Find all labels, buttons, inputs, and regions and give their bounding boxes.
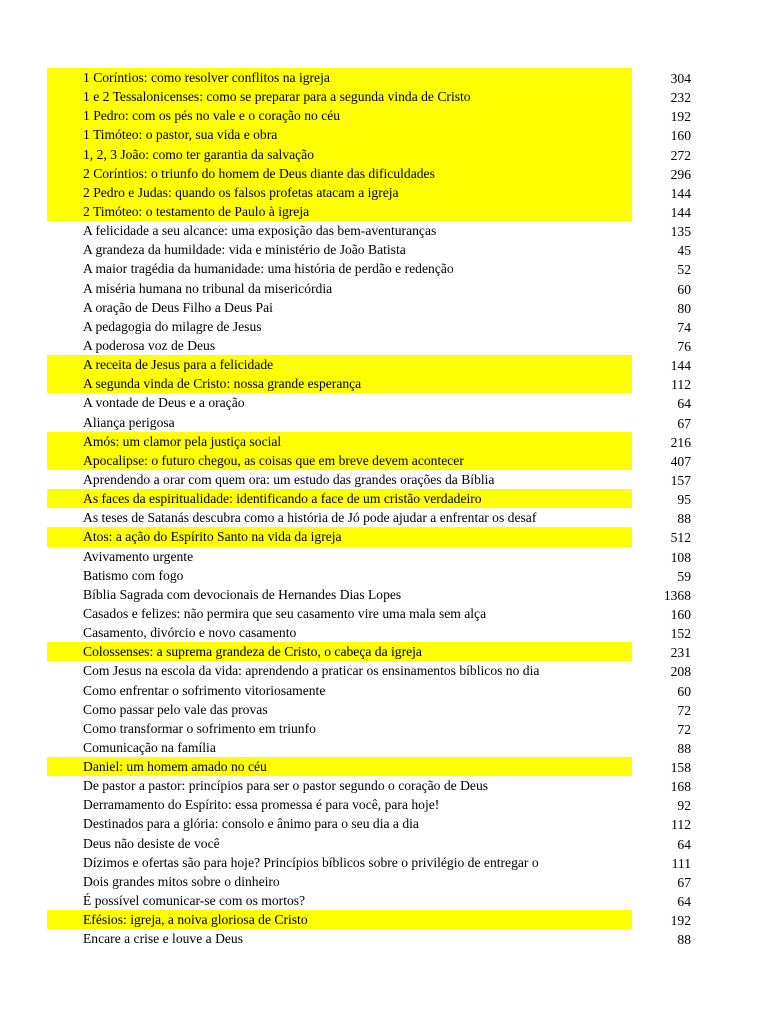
book-title-cell: As faces da espiritualidade: identificando a face de um cristão verdadeiro (83, 491, 482, 507)
book-row (0, 489, 768, 508)
book-row (0, 125, 768, 144)
page-count-cell: 59 (677, 568, 691, 584)
book-row (0, 68, 768, 87)
page-count-cell: 80 (677, 300, 691, 316)
book-title-cell: Aprendendo a orar com quem ora: um estudo das grandes orações da Bíblia (83, 471, 495, 487)
page-count-cell: 88 (677, 932, 691, 948)
page-count-cell: 168 (670, 779, 691, 795)
page-count-cell: 216 (670, 434, 691, 450)
page-count-cell: 157 (670, 472, 691, 488)
book-title-cell: 2 Coríntios: o triunfo do homem de Deus diante das dificuldades (83, 165, 435, 181)
book-title-cell: Deus não desiste de você (83, 835, 220, 851)
page-count-cell: 95 (677, 492, 691, 508)
book-row (0, 776, 768, 795)
book-title-cell: Batismo com fogo (83, 567, 184, 583)
page-count-cell: 72 (677, 721, 691, 737)
book-row (0, 853, 768, 872)
page-count-cell: 111 (671, 855, 691, 871)
page-count-cell: 232 (670, 90, 691, 106)
page-count-cell: 76 (677, 338, 691, 354)
book-row (0, 259, 768, 278)
book-row (0, 681, 768, 700)
page-count-cell: 45 (677, 243, 691, 259)
page-count-cell: 160 (670, 606, 691, 622)
book-row (0, 298, 768, 317)
book-title-cell: A miséria humana no tribunal da misericórdia (83, 280, 333, 296)
book-title-cell: Casamento, divórcio e novo casamento (83, 625, 297, 641)
book-row (0, 757, 768, 776)
book-row (0, 355, 768, 374)
page-count-cell: 112 (671, 817, 691, 833)
book-row (0, 106, 768, 125)
book-title-cell: A segunda vinda de Cristo: nossa grande esperança (83, 376, 362, 392)
book-row (0, 87, 768, 106)
page-count-cell: 231 (670, 645, 691, 661)
book-row (0, 929, 768, 948)
page-count-cell: 304 (670, 71, 691, 86)
book-title-cell: Comunicação na família (83, 739, 216, 755)
book-row (0, 738, 768, 757)
page-count-cell: 144 (670, 204, 691, 220)
page-count-cell: 272 (670, 147, 691, 163)
page-count-cell: 135 (670, 224, 691, 240)
page-count-cell: 67 (677, 874, 691, 890)
book-row (0, 202, 768, 221)
book-title-cell: Apocalipse: o futuro chegou, as coisas que em breve devem acontecer (83, 452, 464, 468)
book-title-cell: Derramamento do Espírito: essa promessa é para você, para hoje! (83, 797, 440, 813)
book-title-cell: 1 Timóteo: o pastor, sua vida e obra (83, 127, 278, 143)
book-title-cell: 1 Pedro: com os pés no vale e o coração no céu (83, 108, 341, 124)
page-count-cell: 108 (670, 549, 691, 565)
page-count-cell: 60 (677, 281, 691, 297)
book-title-cell: Como transformar o sofrimento em triunfo (83, 720, 316, 736)
book-row (0, 317, 768, 336)
page-count-cell: 296 (670, 166, 691, 182)
book-row (0, 814, 768, 833)
book-title-cell: Aliança perigosa (83, 414, 175, 430)
book-row (0, 642, 768, 661)
page-count-cell: 88 (677, 740, 691, 756)
book-title-cell: Amós: um clamor pela justiça social (83, 433, 282, 449)
book-row (0, 470, 768, 489)
page-count-cell: 208 (670, 664, 691, 680)
book-row (0, 585, 768, 604)
book-title-cell: Encare a crise e louve a Deus (83, 931, 244, 947)
page-count-cell: 192 (670, 109, 691, 125)
book-row (0, 700, 768, 719)
book-title-cell: A receita de Jesus para a felicidade (83, 357, 274, 373)
book-row (0, 527, 768, 546)
book-title-cell: Dois grandes mitos sobre o dinheiro (83, 873, 280, 889)
book-row (0, 604, 768, 623)
page-count-cell: 407 (670, 453, 691, 469)
book-row (0, 432, 768, 451)
book-row (0, 451, 768, 470)
page-count-cell: 60 (677, 683, 691, 699)
book-row (0, 910, 768, 929)
book-row (0, 872, 768, 891)
page-count-cell: 144 (670, 185, 691, 201)
book-title-cell: A pedagogia do milagre de Jesus (83, 318, 262, 334)
book-row (0, 374, 768, 393)
book-title-cell: Colossenses: a suprema grandeza de Cristo, o cabeça da igreja (83, 644, 422, 660)
book-row (0, 508, 768, 527)
book-row (0, 834, 768, 853)
book-list-sheet (0, 68, 768, 948)
book-row (0, 661, 768, 680)
book-row (0, 413, 768, 432)
book-row (0, 566, 768, 585)
page-count-cell: 67 (677, 415, 691, 431)
book-title-cell: As teses de Satanás descubra como a história de Jó pode ajudar a enfrentar os desaf (83, 510, 537, 526)
book-row (0, 183, 768, 202)
book-row (0, 336, 768, 355)
page-count-cell: 64 (677, 396, 691, 412)
page-count-cell: 72 (677, 702, 691, 718)
page-count-cell: 192 (670, 913, 691, 929)
page-count-cell: 64 (677, 894, 691, 910)
book-title-cell: Casados e felizes: não permira que seu casamento vire uma mala sem alça (83, 605, 487, 621)
book-title-cell: Atos: a ação do Espírito Santo na vida da igreja (83, 529, 342, 545)
page-count-cell: 88 (677, 511, 691, 527)
book-title-cell: Como passar pelo vale das provas (83, 701, 268, 717)
book-title-cell: Destinados para a glória: consolo e ânimo para o seu dia a dia (83, 816, 419, 832)
book-title-cell: 1 e 2 Tessalonicenses: como se preparar para a segunda vinda de Cristo (83, 89, 471, 105)
book-title-cell: 1, 2, 3 João: como ter garantia da salvação (83, 146, 315, 162)
page-count-cell: 92 (677, 798, 691, 814)
book-row (0, 240, 768, 259)
book-title-cell: A felicidade a seu alcance: uma exposição das bem-aventuranças (83, 223, 437, 239)
book-row (0, 221, 768, 240)
page-count-cell: 158 (670, 760, 691, 776)
book-row (0, 279, 768, 298)
book-title-cell: Como enfrentar o sofrimento vitoriosamente (83, 682, 326, 698)
page-count-cell: 152 (670, 626, 691, 642)
book-title-cell: 2 Pedro e Judas: quando os falsos profetas atacam a igreja (83, 184, 399, 200)
book-title-cell: Com Jesus na escola da vida: aprendendo a praticar os ensinamentos bíblicos no dia (83, 663, 540, 679)
book-title-cell: De pastor a pastor: princípios para ser o pastor segundo o coração de Deus (83, 778, 489, 794)
page-count-cell: 64 (677, 836, 691, 852)
page-count-cell: 52 (677, 262, 691, 278)
book-title-cell: Efésios: igreja, a noiva gloriosa de Cristo (83, 912, 308, 928)
book-title-cell: A grandeza da humildade: vida e ministério de João Batista (83, 242, 406, 258)
book-row (0, 547, 768, 566)
page-count-cell: 112 (671, 377, 691, 393)
book-title-cell: A poderosa voz de Deus (83, 337, 216, 353)
page-count-cell: 144 (670, 358, 691, 374)
book-title-cell: Bíblia Sagrada com devocionais de Hernandes Dias Lopes (83, 586, 402, 602)
book-title-cell: A vontade de Deus e a oração (83, 395, 245, 411)
book-row (0, 891, 768, 910)
book-title-cell: A maior tragédia da humanidade: uma história de perdão e redenção (83, 261, 454, 277)
book-title-cell: É possível comunicar-se com os mortos? (83, 893, 306, 909)
book-row (0, 145, 768, 164)
book-title-cell: 1 Coríntios: como resolver conflitos na igreja (83, 70, 330, 85)
page-count-cell: 1368 (663, 587, 691, 603)
book-title-cell: Avivamento urgente (83, 548, 194, 564)
page-count-cell: 160 (670, 128, 691, 144)
book-row (0, 164, 768, 183)
page-count-cell: 512 (670, 530, 691, 546)
book-title-cell: Daniel: um homem amado no céu (83, 759, 267, 775)
page-count-cell: 74 (677, 319, 691, 335)
book-title-cell: A oração de Deus Filho a Deus Pai (83, 299, 273, 315)
book-row (0, 719, 768, 738)
book-row (0, 623, 768, 642)
book-row (0, 795, 768, 814)
book-row (0, 393, 768, 412)
book-title-cell: 2 Timóteo: o testamento de Paulo à igreja (83, 203, 310, 219)
book-title-cell: Dízimos e ofertas são para hoje? Princípios bíblicos sobre o privilégio de entregar o (83, 854, 539, 870)
